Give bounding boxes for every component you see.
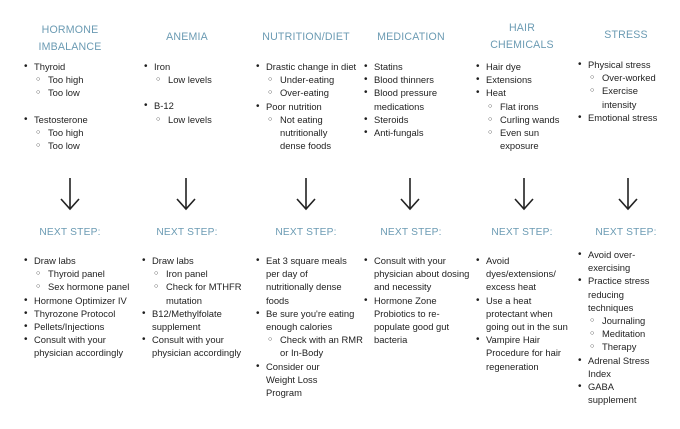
cause-subitem: ○ Over-eating: [252, 86, 366, 99]
cause-subitem: ○ Low levels: [140, 113, 240, 126]
column-title: NUTRITION/DIET: [262, 31, 350, 43]
down-arrow-icon: [58, 176, 82, 212]
steps-list: [252, 254, 366, 399]
cause-subitem: ○ Not eating nutritionally dense foods: [252, 113, 352, 153]
down-arrow-icon: [398, 176, 422, 212]
step-subitem: ○ Check for MTHFR mutation: [138, 280, 244, 306]
causes-list: [20, 60, 120, 152]
step-item: • Eat 3 square meals per day of nutritionally dense foods: [252, 254, 348, 307]
next-step-label: NEXT STEP:: [156, 227, 218, 238]
column-medication: [356, 0, 470, 429]
column-title: HAIR CHEMICALS: [490, 22, 554, 51]
down-arrow-icon: [294, 176, 318, 212]
cause-item: • Steroids: [360, 113, 464, 126]
step-subitem: ○ Iron panel: [138, 267, 244, 280]
steps-list: [574, 248, 678, 406]
step-subitem: ○ Therapy: [574, 340, 678, 353]
step-subitem: ○ Journaling: [574, 314, 678, 327]
step-subitem: ○ Sex hormone panel: [20, 280, 130, 293]
step-subitem: ○ Thyroid panel: [20, 267, 130, 280]
down-arrow-icon: [616, 176, 640, 212]
column-title: MEDICATION: [377, 31, 445, 43]
column-stress: [572, 0, 680, 429]
cause-subitem: ○ Under-eating: [252, 73, 366, 86]
next-step-label: NEXT STEP:: [39, 227, 101, 238]
cause-item: • Iron: [140, 60, 240, 73]
steps-list: [138, 254, 244, 360]
cause-item: • Blood pressure medications: [360, 86, 458, 112]
column-hormone-imbalance: [18, 0, 130, 429]
column-hair-chemicals: [468, 0, 576, 429]
cause-subitem: ○ Over-worked: [574, 71, 678, 84]
cause-item: • Blood thinners: [360, 73, 464, 86]
next-step-label: NEXT STEP:: [595, 227, 657, 238]
steps-list: [472, 254, 576, 373]
causes-list: [360, 60, 464, 139]
cause-item: • B-12: [140, 99, 240, 112]
next-step-label: NEXT STEP:: [380, 227, 442, 238]
down-arrow-icon: [512, 176, 536, 212]
step-item: • Draw labs: [20, 254, 130, 267]
causes-list: [252, 60, 366, 152]
step-subitem: ○ Meditation: [574, 327, 678, 340]
column-anemia: [134, 0, 240, 429]
steps-list: [20, 254, 130, 360]
cause-item: • Emotional stress: [574, 111, 678, 124]
column-title: HORMONE IMBALANCE: [38, 24, 102, 53]
step-item: • Adrenal Stress Index: [574, 354, 658, 380]
step-item: • Avoid over-exercising: [574, 248, 658, 274]
spacer: [20, 100, 120, 113]
step-item: • Vampire Hair Procedure for hair regeneration: [472, 333, 582, 373]
cause-item: • Drastic change in diet: [252, 60, 366, 73]
step-item: • Consult with your physician accordingly: [20, 333, 130, 359]
steps-list: [360, 254, 470, 346]
cause-subitem: ○ Too low: [20, 86, 120, 99]
cause-item: • Testosterone: [20, 113, 120, 126]
step-item: • Consult with your physician accordingly: [138, 333, 244, 359]
step-item: • Use a heat protectant when going out in the sun: [472, 294, 570, 334]
cause-item: • Poor nutrition: [252, 100, 366, 113]
spacer: [140, 86, 240, 99]
step-item: • Practice stress reducing techniques: [574, 274, 668, 314]
cause-subitem: ○ Low levels: [140, 73, 240, 86]
column-title: STRESS: [604, 29, 648, 41]
down-arrow-icon: [174, 176, 198, 212]
causes-list: [574, 58, 678, 124]
step-item: • Hormone Optimizer IV: [20, 294, 130, 307]
cause-subitem: ○ Too low: [20, 139, 120, 152]
causes-list: [140, 60, 240, 126]
cause-item: • Physical stress: [574, 58, 678, 71]
cause-subitem: ○ Too high: [20, 126, 120, 139]
step-item: • Pellets/Injections: [20, 320, 130, 333]
cause-subitem: ○ Exercise intensity: [574, 84, 660, 110]
step-item: • GABA supplement: [574, 380, 658, 406]
cause-item: • Anti-fungals: [360, 126, 464, 139]
step-item: • Thyrozone Protocol: [20, 307, 130, 320]
cause-item: • Statins: [360, 60, 464, 73]
next-step-label: NEXT STEP:: [491, 227, 553, 238]
cause-subitem: ○ Curling wands: [472, 113, 576, 126]
cause-item: • Extensions: [472, 73, 576, 86]
causes-list: [472, 60, 576, 152]
step-item: • Hormone Zone Probiotics to re-populate good gut bacteria: [360, 294, 468, 347]
cause-subitem: ○ Too high: [20, 73, 120, 86]
next-step-label: NEXT STEP:: [275, 227, 337, 238]
step-item: • Consult with your physician about dosing and necessity: [360, 254, 470, 294]
step-item: • B12/Methylfolate supplement: [138, 307, 244, 333]
step-item: • Draw labs: [138, 254, 244, 267]
cause-item: • Thyroid: [20, 60, 120, 73]
column-nutrition-diet: [246, 0, 366, 429]
step-item: • Be sure you're eating enough calories: [252, 307, 356, 333]
step-item: • Avoid dyes/extensions/ excess heat: [472, 254, 576, 294]
cause-subitem: ○ Even sun exposure: [472, 126, 576, 152]
step-subitem: ○ Check with an RMR or In-Body: [252, 333, 364, 359]
step-item: • Consider our Weight Loss Program: [252, 360, 336, 400]
cause-subitem: ○ Flat irons: [472, 100, 576, 113]
column-title: ANEMIA: [166, 31, 208, 43]
cause-item: • Hair dye: [472, 60, 576, 73]
cause-item: • Heat: [472, 86, 576, 99]
